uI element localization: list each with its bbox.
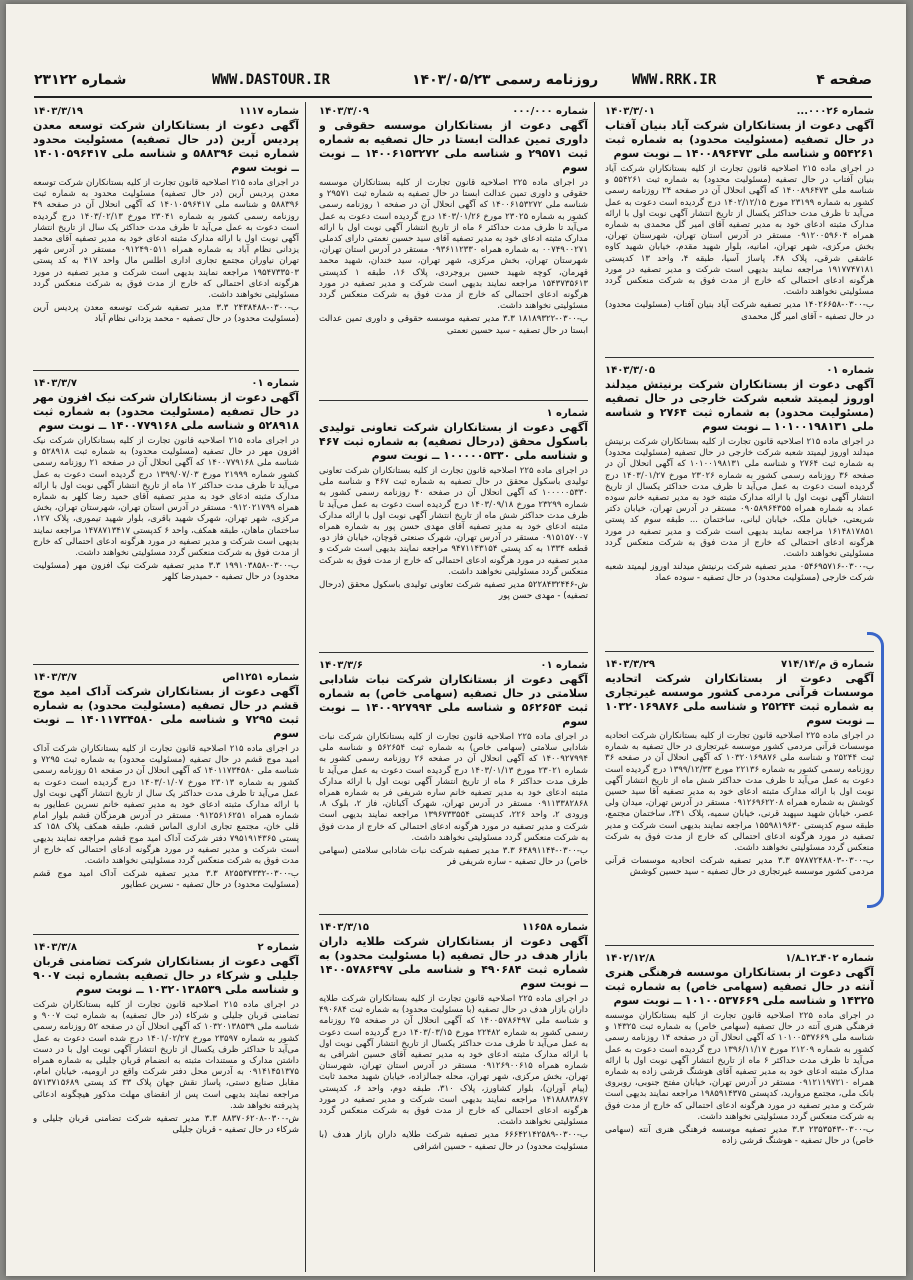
notice-signature: ب-۰۳۰۰-۵۷۸۷۲۴۸۸۰۳ ۳.۳ مدیر تصفیه شرکت اتحادیه موسسات قرآنی مردمی کشور موسسه غیرتجاری در حال تصفیه - سید حسین کوشش xyxy=(605,856,874,878)
notice-date: ۱۴۰۳/۳/۲۹ xyxy=(605,659,656,670)
columns xyxy=(30,102,880,1272)
notice-signature: ب-۰۳۰۰-۶۴۸۹۱۱۴۴ ۳.۳ مدیر تصفیه شرکت نبات شادابی سلامتی (سهامی خاص) در حال تصفیه - ساره شریفی فر xyxy=(319,846,588,868)
header-url-right: WWW.RRK.IR xyxy=(632,72,717,88)
notice xyxy=(33,668,299,935)
notice-date: ۱۴۰۳/۳/۱۵ xyxy=(319,922,370,933)
notice-title: آگهی دعوت از بستانکاران شرکت تعاونی تولیدی باسکول محقق (درحال تصفیه) به شماره ثبت ۴۶۷ و شناسه ملی ۱۰۰۰۰۰۵۳۳۰ ــ نوبت سوم xyxy=(319,421,588,462)
notice-body: در اجرای ماده ۲۱۵ اصلاحیه قانون تجارت از کلیه بستانکاران شرکت تضامنی قربان جلیلی و شرکاء (در حال تصفیه) به شماره ثبت ۹۰۰۷ و شناسه ملی ۱۰۳۲۰۱۳۸۵۳۹ که آگهی انحلال آن در صفحه ۵۲ روزنامه رسمی کشور به شماره ۲۳۵۹۷ مورخ ۱۴۰۱/۰۲/۲۷ درج شده است دعوت به عمل می‌آید تا حداکثر ظرف یکسال از تاریخ انتشار آگهی نوبت اول با در دست داشتن مدارک و مستندات مثبته به انضمام قربان جلیلی به شماره همراه ۰۹۱۴۱۴۵۱۳۷۵ به آدرس محل دفتر شرکت واقع در ارومیه، خیابان امام، مقابل صنایع دستی، پاساژ نقش جهان پلاک ۳۳ کد پستی ۵۷۱۳۷۱۵۶۸۹ مراجعه نمایند بدیهی است پس از انقضای مهلت مذکور هیچگونه ادعائی پذیرفته نخواهد شد. xyxy=(33,1000,299,1111)
notice-title: آگهی دعوت از بستانکاران شرکت آداک امید موج قشم در حال تصفیه (مسئولیت محدود) به شماره ثبت ۷۲۹۵ و شناسه ملی ۱۴۰۱۱۷۳۴۵۸۰ ــ نوبت سوم xyxy=(33,685,299,740)
notice-title: آگهی دعوت از بستانکاران شرکت برنیتش میدلند اوروز لیمیتد شعبه شرکت خارجی در حال تصفیه (مسئولیت محدود) به شماره ثبت ۲۷۶۴ و شناسه ملی ۱۰۱۰۰۱۹۸۱۳۱ ــ نوبت سوم xyxy=(605,378,874,433)
notice-title: آگهی دعوت از بستانکاران شرکت نیک افزون مهر در حال تصفیه (مسئولیت محدود) به شماره ثبت ۵۲۸۹۱۸ و شناسه ملی ۱۴۰۰۷۷۹۱۶۸ ــ نوبت سوم xyxy=(33,391,299,432)
notice-number: شماره ق م/۷۱۴/۱۴ xyxy=(780,659,874,670)
notice-signature: ب-۰۳۰۰-۲۴۳۸۴۸۸ ۳.۳ مدیر تصفیه شرکت توسعه معدن پردیس آرین (مسئولیت محدود) در حال تصفیه - محمد یزدانی نظام آباد xyxy=(33,303,299,325)
notice-number: شماره ۰۱ xyxy=(540,660,588,671)
notice xyxy=(605,655,874,946)
notice-number: شماره ۱۱۶۵۸ xyxy=(522,922,588,933)
notice xyxy=(319,918,588,1218)
header-url-left: WWW.DASTOUR.IR xyxy=(212,72,331,88)
notice-signature: ب-۰۳۰۰-۱۹۹۱۰۳۸۵۸ ۳.۳ مدیر تصفیه شرکت نیک افزون مهر (مسئولیت محدود) در حال تصفیه - حمیدرضا کلهر xyxy=(33,561,299,583)
notice-signature: ب-۰۳۰۰-۱۴۰۲۶۶۵۸ مدیر تصفیه شرکت آیاد بنیان آفتاب (مسئولیت محدود) در حال تصفیه - آقای امیر گل محمدی xyxy=(605,300,874,322)
notice-number: شماره ۱۱۱۷ xyxy=(239,106,299,117)
notice-number: شماره ۴۰۲ـ۱۲ـ۱/۸ xyxy=(785,953,874,964)
notice-title: آگهی دعوت از بستانکاران شرکت اتحادیه موسسات قرآنی مردمی کشور موسسه غیرتجاری به شماره ثبت ۲۵۲۴۴ و شناسه ملی ۱۰۳۲۰۱۶۹۸۷۶ ــ نوبت سوم xyxy=(605,672,874,727)
notice-body: در اجرای ماده ۲۲۵ اصلاحیه قانون تجارت از کلیه بستانکاران شرکت تعاونی تولیدی باسکول محقق در حال تصفیه به شماره ثبت ۴۶۷ و شناسه ملی ۱۰۰۰۰۰۵۳۳۰ که آگهی انحلال آن در صفحه ۴۰ روزنامه رسمی کشور به شماره ۲۳۲۹۹ مورخ ۱۴۰۳/۰۹/۱۸ درج گردیده است دعوت به عمل می‌آید تا ظرف مدت حداکثر شش ماه از تاریخ انتشار آگهی نوبت اول با ارائه مدارک مثبته ادعای خود به مدیر تصفیه آقای مهدی حسن پور به شماره همراه ۰۹۱۵۱۵۷۰۰۷ مستقر در آدرس تهران، شهرک صنعتی قوچان، خیابان فاز دو، قطعه ۱۳۳۴ به کد پستی ۹۴۷۱۱۴۳۱۵۴ مراجعه نمایند بدیهی است شرکت و مدیر تصفیه در مورد هرگونه ادعای احتمالی که خارج از مدت فوق به شرکت منعکس گردد مسئولیتی نخواهند داشت. xyxy=(319,466,588,577)
notice xyxy=(605,361,874,652)
notice-body: در اجرای ماده ۲۱۵ اصلاحیه قانون تجارت از کلیه بستانکاران شرکت برنیتش میدلند اوروز لیمیتد شعبه شرکت خارجی در حال تصفیه (مسئولیت محدود) به شماره ثبت ۲۷۶۴ و شناسه ملی ۱۰۱۰۰۱۹۸۱۳۱ که آگهی انحلال آن در صفحه ۳۶ روزنامه رسمی کشور به شماره ۲۳۰۲۶ مورخ ۱۴۰۳/۰۱/۲۷ درج گردیده است دعوت به عمل می‌آید تا ظرف مدت حداکثر یکسال از تاریخ انتشار آگهی نوبت اول با ارائه مدارک مثبته خود به مدیر تصفیه خانم سوده عماد به شماره همراه ۰۹۰۵۸۹۶۴۳۵۵ مستقر در آدرس تهران، خیابان دکتر شریعتی، خیابان ملک، خیابان لبانی، ساختمان ... طبقه سوم کد پستی ۱۶۱۴۸۱۷۸۵۱ مراجعه نمایند بدیهی است شرکت و مدیر تصفیه در مورد هرگونه ادعای احتمالی که خارج از مدت فوق به شرکت منعکس گردد مسئولیتی نخواهند داشت. xyxy=(605,437,874,560)
notice xyxy=(33,102,299,371)
notice xyxy=(319,404,588,653)
notice xyxy=(319,656,588,915)
notice-date: ۱۴۰۳/۳/۷ xyxy=(33,672,77,683)
notice-body: در اجرای ماده ۲۲۵ اصلاحیه قانون تجارت از کلیه بستانکاران شرکت اتحادیه موسسات قرآنی مردمی کشور موسسه غیرتجاری در حال تصفیه به شماره ثبت ۲۵۲۴۴ و شناسه ملی ۱۰۳۲۰۱۶۹۸۷۶ که آگهی انحلال آن در صفحه ۳۶ روزنامه رسمی کشور به شماره ۲۲۱۳۶ مورخ ۱۳۹۹/۱۲/۳۳ درج گردیده است دعوت به عمل می‌آید تا ظرف مدت حداکثر شش ماه از تاریخ انتشار آگهی نوبت اول با ارائه مدارک مثبته ادعای خود به مدیر تصفیه آقا سید حسین کوشش به شماره همراه ۰۹۱۲۶۹۶۲۲۰۸ مستقر در آدرس تهران، میدان ولی عصر، خیابان شهید سپهبد قرنی، خیابان سمیه، پلاک ۲۴۱، ساختمان مجتمع، طبقه سوم کدپستی ۱۵۵۹۸۱۹۶۳۰ مراجعه نمایند بدیهی است شرکت و مدیر تصفیه در مورد هرگونه ادعای احتمالی که خارج از مدت فوق به شرکت منعکس گردد مسئولیتی نخواهند داشت. xyxy=(605,731,874,854)
newspaper-page xyxy=(6,4,906,1276)
notice-title: آگهی دعوت از بستانکاران شرکت توسعه معدن پردیس آرین (در حال تصفیه) مسئولیت محدود شماره ثبت ۵۸۸۳۹۶ و شناسه ملی ۱۴۰۱۰۵۹۶۴۱۷ ــ نوبت سوم xyxy=(33,119,299,174)
notice-title: آگهی دعوت از بستانکاران شرکت تضامنی قربان جلیلی و شرکاء در حال تصفیه بشماره ثبت ۹۰۰۷ و شناسه ملی ۱۰۳۲۰۱۳۸۵۳۹ ــ نوبت سوم xyxy=(33,955,299,996)
notice-date: ۱۴۰۳/۳/۸ xyxy=(33,942,77,953)
notice-date: ۱۴۰۲/۱۲/۸ xyxy=(605,953,656,964)
notice-body: در اجرای ماده ۲۱۵ اصلاحیه قانون تجارت از کلیه بستانکاران شرکت آداک امید موج قشم در حال تصفیه (مسئولیت محدود) به شماره ثبت ۷۲۹۵ و شناسه ملی ۱۴۰۱۱۷۳۴۵۸۰ که آگهی انحلال آن در صفحه ۵۱ روزنامه رسمی کشور به شماره ۲۳۰۱۳ مورخ ۱۴۰۳/۰۱/۰۷ درج گردیده است دعوت به عمل می‌آید تا ظرف مدت حداکثر یک سال از تاریخ انتشار آگهی نوبت اول با ارائه مدارک مثبته ادعای خود به مدیر تصفیه خانم نسرین عطایور به شماره همراه ۰۹۱۲۵۶۱۶۲۵۱ مستقر در آدرس هرمزگان قشم بلوار امام قلی خان، مجتمع تجاری اداری الماس قشم، طبقه همکف پلاک ۱۵۸ کد پستی ۷۹۵۱۹۱۴۳۶۵ دفتر شرکت آداک امید موج قشم مراجعه نمایند بدیهی است شرکت و مدیر تصفیه در مورد هرگونه ادعای احتمالی که خارج از مدت فوق به شرکت منعکس گردد مسئولیتی نخواهند داشت. xyxy=(33,744,299,867)
notice-date: ۱۴۰۳/۳/۷ xyxy=(33,378,77,389)
pen-bracket-annotation xyxy=(867,632,884,908)
notice-body: در اجرای ماده ۲۲۵ اصلاحیه قانون تجارت از کلیه بستانکاران موسسه حقوقی و داوری تمین عدالت ابستا در حال تصفیه به شماره ثبت ۲۹۵۷۱ و شناسه ملی ۱۴۰۰۶۱۵۳۲۷۲ که آگهی انحلال آن در صفحه ۱ روزنامه رسمی کشور به شماره ۲۳۰۲۵ مورخ ۱۴۰۳/۰۱/۲۶ درج گردیده است دعوت به عمل می‌آید تا ظرف مدت حداکثر ۶ ماه از تاریخ انتشار آگهی نوبت اول با ارائه مدارک مثبته ادعای خود به مدیر تصفیه آقای سید حسین نعمتی دارای کدملی ۰۰۷۴۹۰۰۲۷۱ به شماره همراه ۰۹۳۶۱۱۲۳۳۰ مستقر در آدرس استان تهران، شهرستان تهران، بخش مرکزی، شهر تهران، سید خندان، شهید محمد قهرمان، کوچه شهید حسین بروجردی، پلاک ۱۶، طبقه ۱ کدپستی ۱۵۴۳۷۳۵۶۱۳ مراجعه نمایند بدیهی است شرکت و مدیر تصفیه در مورد هرگونه ادعای احتمالی که خارج از مدت فوق به شرکت منعکس گردد مسئولیتی نخواهند داشت. xyxy=(319,178,588,312)
notice-title: آگهی دعوت از بستانکاران موسسه حقوقی و داوری تمین عدالت ابستا در حال تصفیه به شماره ثبت ۲۹۵۷۱ و شناسه ملی ۱۴۰۰۶۱۵۳۲۷۲ ــ نوبت سوم xyxy=(319,119,588,174)
notice-number: شماره ۰۱ xyxy=(251,378,299,389)
notice-number: شماره ۰۱ xyxy=(826,365,874,376)
notice xyxy=(33,938,299,1218)
notice-date: ۱۴۰۳/۳/۰۵ xyxy=(605,365,656,376)
notice-title: آگهی دعوت از بستانکاران شرکت آیاد بنیان آفتاب در حال تصفیه (مسئولیت محدود) به شماره ثبت ۵۵۴۲۶۱ و شناسه ملی ۱۴۰۰۸۹۶۴۷۳ ــ نوبت سوم xyxy=(605,119,874,160)
notice-date: ۱۴۰۳/۳/۰۹ xyxy=(319,106,370,117)
notice-date: ۱۴۰۳/۳/۰۱ xyxy=(605,106,656,117)
notice-body: در اجرای ماده ۲۲۵ اصلاحیه قانون تجارت از کلیه بستانکاران موسسه فرهنگی هنری آنته در حال تصفیه (سهامی خاص) به شماره ثبت ۱۴۳۲۵ و شناسه ملی ۱۰۱۰۰۵۳۷۶۶۹ که آگهی انحلال آن در صفحه ۱۴ روزنامه رسمی کشور به شماره ۲۱۲۰۹ مورخ ۱۳۹۶/۱۱/۱۷ درج گردیده است دعوت به عمل می‌آید تا ظرف مدت حداکثر ۶ ماه از تاریخ انتشار آگهی نوبت اول با ارائه مدارک مثبته ادعای خود به مدیر تصفیه آقای هوشنگ قرشی زاده به شماره همراه ۰۹۱۲۱۱۹۷۲۱۰ مستقر در آدرس تهران، خیابان مفتح جنوبی، روبروی بانک ملی، مجتمع مروارید، کدپستی ۱۹۸۵۹۱۴۳۷۵ مراجعه نمایند بدیهی است شرکت و مدیر تصفیه در مورد هرگونه ادعای احتمالی که خارج از مدت فوق به شرکت منعکس گردد مسئولیتی نخواهند داشت. xyxy=(605,1011,874,1122)
issue-number: شماره ۲۳۱۲۲ xyxy=(34,72,127,88)
header-date: روزنامه رسمی ۱۴۰۳/۰۵/۲۳ xyxy=(412,72,599,88)
notice-date: ۱۴۰۳/۳/۶ xyxy=(319,660,363,671)
notice-signature: ب-۰۳۰۰-۸۲۵۵۳۷۳۳۲ ۳.۳ مدیر تصفیه شرکت آداک امید موج قشم (مسئولیت محدود) در حال تصفیه - نسرین عطایور xyxy=(33,869,299,891)
notice-signature: ش-۵۲۲۸۴۳۲۴۴۶ مدیر تصفیه شرکت تعاونی تولیدی باسکول محقق (درحال تصفیه) - مهدی حسن پور xyxy=(319,580,588,602)
page-label: صفحه ۴ xyxy=(816,72,872,88)
notice-number: شماره ۱۲۵۱اص xyxy=(222,672,299,683)
column-right xyxy=(599,102,880,1272)
notice-signature: ب-۰۳۰۰-۱۸۱۸۹۳۲۲ ۳.۳ مدیر تصفیه موسسه حقوقی و داوری تمین عدالت ابستا در حال تصفیه - سید حسین نعمتی xyxy=(319,314,588,336)
notice-signature: ش-۰۳۰۰-۸۸۳۷۰۶۲۰۸ ۳.۳ مدیر تصفیه شرکت تضامنی قربان جلیلی و شرکاء در حال تصفیه - قربان جلیلی xyxy=(33,1114,299,1136)
column-middle xyxy=(313,102,595,1272)
notice-number: شماره ۱ xyxy=(546,408,588,419)
notice xyxy=(605,949,874,1229)
notice-signature: ب-۰۳۰۰-۲۳۵۳۵۴۳ ۳.۳ مدیر تصفیه موسسه فرهنگی هنری آنته (سهامی خاص) در حال تصفیه - هوشنگ قرشی زاده xyxy=(605,1125,874,1147)
notice-body: در اجرای ماده ۲۱۵ اصلاحیه قانون تجارت از کلیه بستانکاران شرکت توسعه معدن پردیس آرین (در حال تصفیه) مسئولیت محدود به شماره ثبت ۵۸۸۳۹۶ و شناسه ملی ۱۴۰۱۰۵۹۶۴۱۷ که آگهی انحلال آن در صفحه ۴۹ روزنامه رسمی کشور به شماره ۲۳۰۴۱ مورخ ۱۴۰۳/۰۲/۱۳ درج گردیده است دعوت به عمل می‌آید تا ظرف مدت حداکثر یک سال از تاریخ انتشار آگهی نوبت اول با ارائه مدارک مثبته ادعای خود به مدیر تصفیه آقای محمد یزدانی نظام آباد به شماره همراه ۰۹۱۲۴۹۰۵۱۱ مستقر در آدرس شهر تهران نیاوران مجتمع تجاری اداری اطلس مال واحد ۴۱۷ به کد پستی ۱۹۵۴۷۳۳۵۰۳ مراجعه نمایند بدیهی است شرکت و مدیر تصفیه در مورد هرگونه ادعای احتمالی که خارج از مدت فوق به شرکت منعکس گردد مسئولیتی نخواهند داشت. xyxy=(33,178,299,301)
notice-body: در اجرای ماده ۲۲۵ اصلاحیه قانون تجارت از کلیه بستانکاران شرکت طلایه داران بازار هدف در حال تصفیه (با مسئولیت محدود) به شماره ثبت ۴۹۰۶۸۴ و شناسه ملی ۱۴۰۰۵۷۸۶۴۹۷ که آگهی انحلال آن در صفحه ۲۵ روزنامه رسمی کشور به شماره ۲۲۴۸۲ مورخ ۱۴۰۳/۰۳/۱۵ درج گردیده است دعوت به عمل می‌آید تا ظرف مدت حداکثر یکسال از تاریخ انتشار آگهی نوبت اول با ارائه مدارک مثبته ادعای خود به مدیر تصفیه آقای حسین اشرافی به شماره همراه ۰۹۱۲۶۹۰۰۶۱۵ مستقر در آدرس استان تهران، شهرستان تهران، بخش مرکزی، شهر تهران، محله جمالزاده، خیابان شهید محمد ثابت (پیام آوران)، بلوار کشاورز، پلاک ۳۱۰، طبقه دوم، واحد ۶، کدپستی ۱۴۱۸۸۸۳۸۶۷ مراجعه نمایند بدیهی است شرکت و مدیر تصفیه در مورد هرگونه ادعای احتمالی که خارج از مدت فوق به شرکت منعکس گردد مسئولیتی نخواهند داشت. xyxy=(319,994,588,1128)
notice-body: در اجرای ماده ۲۱۵ اصلاحیه قانون تجارت از کلیه بستانکاران شرکت آیاد بنیان آفتاب در حال تصفیه (مسئولیت محدود) به شماره ثبت ۵۵۴۲۶۱ و شناسه ملی ۱۴۰۰۸۹۶۴۷۳ که آگهی انحلال آن در صفحه ۲۴ روزنامه رسمی کشور به شماره ۲۳۱۹۹ مورخ ۱۴۰۲/۱۲/۱۵ درج گردیده است دعوت به عمل می‌آید تا ظرف مدت حداکثر یکسال از تاریخ انتشار آگهی نوبت اول با ارائه مدارک مثبته ادعای خود به مدیر تصفیه آقای امیر گل محمدی به شماره همراه ۰۹۱۲۰۰۵۹۶۰۴ مستقر در آدرس استان تهران، شهرستان تهران، بخش مرکزی، شهر تهران، امانیه، بلوار شهید مقدم، خیابان شهید کاوه عاشقی شرقی، پلاک ۴۸، پاساژ آسیا، طبقه ۴، واحد ۱۳ کدپستی ۱۹۱۷۷۴۷۱۸۱ مراجعه نمایند بدیهی است شرکت و مدیر تصفیه در مورد هرگونه ادعای احتمالی که خارج از مدت فوق به شرکت منعکس گردد مسئولیتی نخواهند داشت. xyxy=(605,164,874,298)
notice-title: آگهی دعوت از بستانکاران شرکت نبات شادابی سلامتی در حال تصفیه (سهامی خاص) به شماره ثبت ۵۶۲۶۵۴ و شناسه ملی ۱۴۰۰۹۲۷۹۹۴ ــ نوبت سوم xyxy=(319,673,588,728)
notice-title: آگهی دعوت از بستانکاران موسسه فرهنگی هنری آنته در حال تصفیه (سهامی خاص) به شماره ثبت ۱۴۳۲۵ و شناسه ملی ۱۰۱۰۰۵۳۷۶۶۹ ــ نوبت سوم xyxy=(605,966,874,1007)
notice-number: شماره ۲ xyxy=(257,942,299,953)
notice-signature: ب-۰۳۰۰-۶۶۶۴۲۱۴۲۵۸۹ مدیر تصفیه شرکت طلایه داران بازار هدف (با مسئولیت محدود) در حال تصفیه - حسین اشرافی xyxy=(319,1130,588,1152)
notice xyxy=(605,102,874,358)
notice-number: شماره ۰۰۰۲۶... xyxy=(796,106,874,117)
page-header xyxy=(34,68,872,98)
notice-title: آگهی دعوت از بستانکاران شرکت طلایه داران بازار هدف در حال تصفیه (با مسئولیت محدود) به شماره ثبت ۴۹۰۶۸۴ و شناسه ملی ۱۴۰۰۵۷۸۶۴۹۷ ــ نوبت سوم xyxy=(319,935,588,990)
notice-number: شماره ۰۰۰/۰۰۰ xyxy=(512,106,588,117)
notice xyxy=(33,374,299,665)
notice-body: در اجرای ماده ۲۲۵ اصلاحیه قانون تجارت از کلیه بستانکاران شرکت نبات شادابی سلامتی (سهامی خاص) به شماره ثبت ۵۶۲۶۵۴ و شناسه ملی ۱۴۰۰۹۲۷۹۹۴ که آگهی انحلال آن در صفحه ۲۶ روزنامه رسمی کشور به شماره ۲۳۰۲۱ مورخ ۱۴۰۳/۰۱/۱۳ درج گردیده است دعوت به عمل می‌آید تا ظرف مدت حداکثر ۶ ماه از تاریخ انتشار آگهی نوبت اول با ارائه مدارک مثبته ادعای خود به مدیر تصفیه خانم ساره شریفی فر به شماره همراه ۰۹۱۱۳۳۸۲۸۶۸ مستقر در آدرس تهران، شهرک آکباتان، فاز ۲، بلوک ۸، ورودی ۲، واحد ۲۲۶، کدپستی ۱۳۹۶۷۳۳۵۵۴ مراجعه نمایند بدیهی است شرکت و مدیر تصفیه در مورد هرگونه ادعای احتمالی که خارج از مدت فوق به شرکت منعکس گردد مسئولیتی نخواهند داشت. xyxy=(319,732,588,843)
column-left xyxy=(27,102,306,1272)
notice-date: ۱۴۰۳/۳/۱۹ xyxy=(33,106,84,117)
notice-signature: ب-۰۳۰۰-۰۵۴۶۹۵۷۱۶ مدیر تصفیه شرکت برنیتش میدلند اوروز لیمیتد شعبه شرکت خارجی (مسئولیت محدود) در حال تصفیه - سوده عماد xyxy=(605,562,874,584)
notice xyxy=(319,102,588,401)
notice-body: در اجرای ماده ۲۱۵ اصلاحیه قانون تجارت از کلیه بستانکاران شرکت نیک افزون مهر در حال تصفیه (مسئولیت محدود) به شماره ثبت ۵۲۸۹۱۸ و شناسه ملی ۱۴۰۰۷۷۹۱۶۸ که آگهی انحلال آن در صفحه ۲۱ روزنامه رسمی کشور شماره ۲۱۹۹۹ مورخ ۱۳۹۹/۰۷/۰۳ درج گردیده است دعوت به عمل می‌آید تا ظرف مدت حداکثر ۱۲ ماه از تاریخ انتشار آگهی نوبت اول با ارائه مدارک مثبته ادعای خود به مدیر تصفیه آقای حمید رضا کلهر به شماره همراه ۰۹۱۲۰۲۱۷۹۹ مستقر در آدرس استان تهران، شهرستان تهران، بخش مرکزی، شهر تهران، شهرک شهید باقری، بلوار شهید تیموری، پلاک ۱۲۷، ساختمان ماهان، طبقه همکف، واحد ۶ کدپستی ۱۴۷۸۷۱۳۴۱۷ مراجعه نمایند بدیهی است شرکت و مدیر تصفیه در مورد هرگونه ادعای احتمالی که خارج از مدت فوق به شرکت منعکس گردد مسئولیتی نخواهند داشت. xyxy=(33,436,299,559)
